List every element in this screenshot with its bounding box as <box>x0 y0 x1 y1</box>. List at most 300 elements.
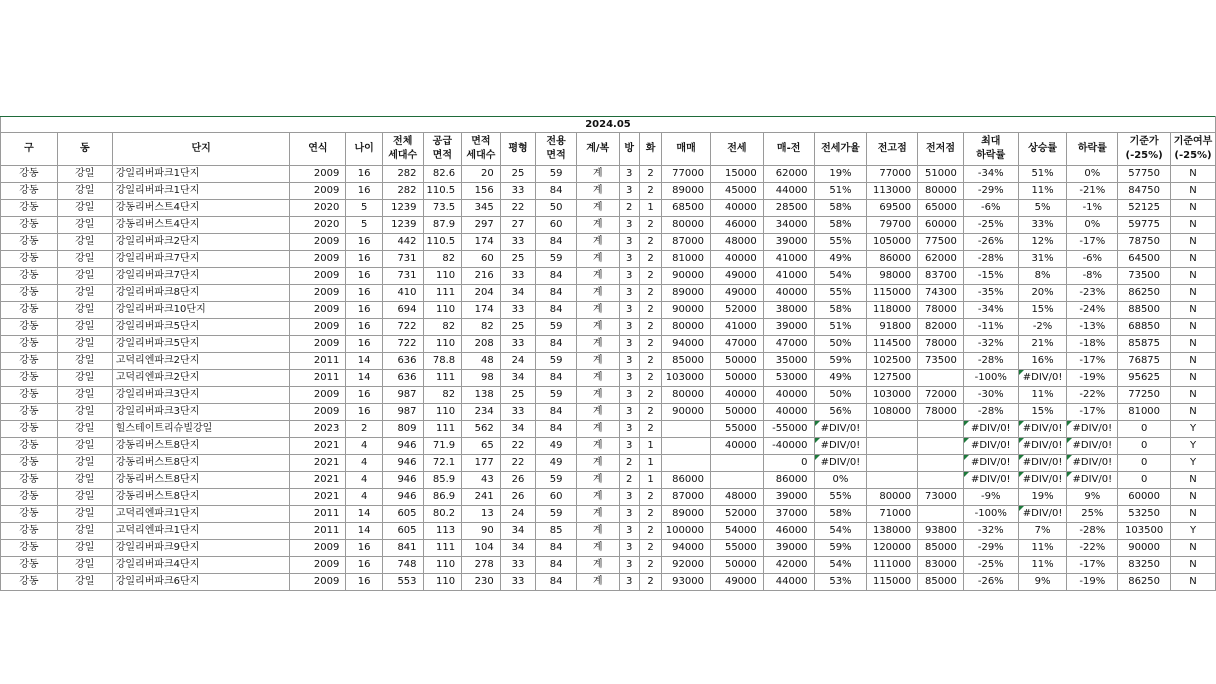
column-header[interactable]: 최대 하락률 <box>963 133 1018 166</box>
table-cell[interactable]: 80.2 <box>423 506 462 523</box>
table-cell[interactable]: 636 <box>382 370 423 387</box>
table-cell[interactable]: 174 <box>462 234 501 251</box>
table-cell[interactable]: 25 <box>500 319 536 336</box>
column-header[interactable]: 전고점 <box>867 133 918 166</box>
table-cell[interactable]: 3 <box>619 557 639 574</box>
table-cell[interactable]: N <box>1171 217 1216 234</box>
table-cell[interactable]: -25% <box>963 217 1018 234</box>
table-cell[interactable]: 98000 <box>867 268 918 285</box>
table-cell[interactable]: -26% <box>963 574 1018 591</box>
table-cell[interactable]: -30% <box>963 387 1018 404</box>
table-cell[interactable]: 40000 <box>710 200 763 217</box>
table-cell[interactable]: 3 <box>619 421 639 438</box>
table-cell[interactable]: 계 <box>576 370 619 387</box>
table-cell[interactable]: 2 <box>639 353 661 370</box>
table-cell[interactable]: -40000 <box>763 438 814 455</box>
table-cell[interactable]: 강동리버스트4단지 <box>112 217 290 234</box>
table-cell[interactable]: 강동 <box>1 234 58 251</box>
table-cell[interactable]: 84 <box>536 370 577 387</box>
table-cell[interactable]: 410 <box>382 285 423 302</box>
table-cell[interactable]: 282 <box>382 166 423 183</box>
table-cell[interactable]: 103500 <box>1118 523 1171 540</box>
table-cell[interactable]: 11% <box>1018 540 1067 557</box>
table-cell[interactable]: 강동 <box>1 251 58 268</box>
table-cell[interactable]: Y <box>1171 421 1216 438</box>
table-cell[interactable]: 41000 <box>710 319 763 336</box>
table-cell[interactable]: 8% <box>1018 268 1067 285</box>
table-cell[interactable]: 3 <box>619 387 639 404</box>
table-cell[interactable]: 33 <box>500 268 536 285</box>
table-cell[interactable]: 77000 <box>662 166 711 183</box>
table-cell[interactable]: 2 <box>639 574 661 591</box>
table-cell[interactable]: -18% <box>1067 336 1118 353</box>
column-header[interactable]: 공급 면적 <box>423 133 462 166</box>
table-cell[interactable]: 90000 <box>662 268 711 285</box>
table-cell[interactable]: 90000 <box>1118 540 1171 557</box>
table-cell[interactable]: 16% <box>1018 353 1067 370</box>
table-cell[interactable]: 90 <box>462 523 501 540</box>
table-cell[interactable]: 60 <box>536 217 577 234</box>
table-cell[interactable]: #DIV/0! <box>814 421 867 438</box>
table-cell[interactable]: 26 <box>500 489 536 506</box>
table-cell[interactable]: 62000 <box>763 166 814 183</box>
table-cell[interactable]: N <box>1171 404 1216 421</box>
table-cell[interactable]: N <box>1171 472 1216 489</box>
table-cell[interactable]: 2023 <box>290 421 346 438</box>
table-cell[interactable]: 계 <box>576 200 619 217</box>
table-cell[interactable]: 16 <box>346 251 383 268</box>
table-cell[interactable]: 19% <box>814 166 867 183</box>
table-cell[interactable]: 53% <box>814 574 867 591</box>
table-cell[interactable]: 946 <box>382 455 423 472</box>
column-header[interactable]: 나이 <box>346 133 383 166</box>
table-cell[interactable]: 49000 <box>710 268 763 285</box>
table-cell[interactable]: 102500 <box>867 353 918 370</box>
table-cell[interactable]: 59 <box>536 387 577 404</box>
table-cell[interactable]: 113000 <box>867 183 918 200</box>
table-cell[interactable]: 50 <box>536 200 577 217</box>
table-cell[interactable]: #DIV/0! <box>814 438 867 455</box>
table-cell[interactable]: 78.8 <box>423 353 462 370</box>
table-cell[interactable]: 85000 <box>918 540 964 557</box>
table-cell[interactable]: N <box>1171 200 1216 217</box>
table-cell[interactable]: 2 <box>639 302 661 319</box>
table-cell[interactable]: 40000 <box>763 387 814 404</box>
table-cell[interactable]: 138000 <box>867 523 918 540</box>
table-cell[interactable]: 72.1 <box>423 455 462 472</box>
column-header[interactable]: 단지 <box>112 133 290 166</box>
table-cell[interactable]: 110 <box>423 336 462 353</box>
table-cell[interactable]: 0 <box>763 455 814 472</box>
table-cell[interactable]: 90000 <box>662 404 711 421</box>
table-cell[interactable]: -19% <box>1067 370 1118 387</box>
table-cell[interactable]: 31% <box>1018 251 1067 268</box>
table-cell[interactable]: 34000 <box>763 217 814 234</box>
table-cell[interactable]: -23% <box>1067 285 1118 302</box>
table-cell[interactable]: #DIV/0! <box>1067 455 1118 472</box>
table-cell[interactable]: 2009 <box>290 285 346 302</box>
table-cell[interactable]: 73500 <box>1118 268 1171 285</box>
table-cell[interactable]: 56% <box>814 404 867 421</box>
table-cell[interactable]: 104 <box>462 540 501 557</box>
table-cell[interactable]: 60 <box>536 489 577 506</box>
table-cell[interactable]: 2009 <box>290 387 346 404</box>
table-cell[interactable]: 40000 <box>763 285 814 302</box>
table-cell[interactable]: 60000 <box>918 217 964 234</box>
table-cell[interactable]: 강일리버파크5단지 <box>112 336 290 353</box>
table-cell[interactable]: 강동 <box>1 557 58 574</box>
table-cell[interactable]: 2021 <box>290 438 346 455</box>
table-cell[interactable]: 3 <box>619 166 639 183</box>
table-cell[interactable]: #DIV/0! <box>1067 472 1118 489</box>
table-cell[interactable] <box>918 506 964 523</box>
table-cell[interactable] <box>662 421 711 438</box>
table-cell[interactable]: 강일 <box>57 183 112 200</box>
table-cell[interactable]: 2 <box>346 421 383 438</box>
table-cell[interactable] <box>867 455 918 472</box>
table-cell[interactable]: 강일리버파크8단지 <box>112 285 290 302</box>
table-cell[interactable]: 강동리버스트8단지 <box>112 472 290 489</box>
table-cell[interactable]: 16 <box>346 166 383 183</box>
table-cell[interactable]: 59 <box>536 353 577 370</box>
table-cell[interactable]: 3 <box>619 183 639 200</box>
table-cell[interactable]: -32% <box>963 336 1018 353</box>
table-cell[interactable]: 89000 <box>662 506 711 523</box>
table-cell[interactable] <box>867 438 918 455</box>
column-header[interactable]: 구 <box>1 133 58 166</box>
table-cell[interactable]: 54% <box>814 523 867 540</box>
table-cell[interactable]: N <box>1171 302 1216 319</box>
table-cell[interactable]: 2009 <box>290 183 346 200</box>
table-cell[interactable]: -28% <box>963 251 1018 268</box>
table-cell[interactable]: 강일 <box>57 455 112 472</box>
table-cell[interactable]: 강동 <box>1 404 58 421</box>
table-cell[interactable]: 82 <box>423 251 462 268</box>
table-cell[interactable]: -1% <box>1067 200 1118 217</box>
table-cell[interactable]: 강동 <box>1 523 58 540</box>
table-cell[interactable]: 84 <box>536 336 577 353</box>
table-cell[interactable]: 강일리버파크1단지 <box>112 183 290 200</box>
table-cell[interactable]: 33 <box>500 336 536 353</box>
table-cell[interactable]: 고덕리엔파크1단지 <box>112 506 290 523</box>
table-cell[interactable]: 208 <box>462 336 501 353</box>
table-cell[interactable]: 44000 <box>763 183 814 200</box>
table-cell[interactable]: 91800 <box>867 319 918 336</box>
table-cell[interactable]: 59 <box>536 166 577 183</box>
table-cell[interactable]: 21% <box>1018 336 1067 353</box>
table-cell[interactable]: -17% <box>1067 557 1118 574</box>
table-cell[interactable]: 3 <box>619 353 639 370</box>
table-cell[interactable]: 2 <box>619 200 639 217</box>
table-cell[interactable]: 16 <box>346 540 383 557</box>
table-cell[interactable]: 54% <box>814 557 867 574</box>
table-cell[interactable]: 50000 <box>710 370 763 387</box>
table-cell[interactable]: 49 <box>536 438 577 455</box>
table-cell[interactable]: 강일 <box>57 472 112 489</box>
table-cell[interactable]: 9% <box>1018 574 1067 591</box>
table-cell[interactable]: 계 <box>576 319 619 336</box>
table-cell[interactable]: -25% <box>963 557 1018 574</box>
table-cell[interactable]: 65 <box>462 438 501 455</box>
table-cell[interactable]: 120000 <box>867 540 918 557</box>
table-cell[interactable]: 84750 <box>1118 183 1171 200</box>
table-cell[interactable]: 강동 <box>1 200 58 217</box>
table-cell[interactable]: #DIV/0! <box>1018 472 1067 489</box>
column-header[interactable]: 화 <box>639 133 661 166</box>
table-cell[interactable] <box>662 438 711 455</box>
table-cell[interactable]: 강동 <box>1 455 58 472</box>
table-cell[interactable]: 강일 <box>57 387 112 404</box>
table-cell[interactable]: 28500 <box>763 200 814 217</box>
table-cell[interactable]: 111 <box>423 285 462 302</box>
table-cell[interactable]: 강일리버파크7단지 <box>112 251 290 268</box>
table-cell[interactable]: 41000 <box>763 268 814 285</box>
table-cell[interactable]: 2020 <box>290 217 346 234</box>
table-cell[interactable]: 3 <box>619 336 639 353</box>
table-cell[interactable]: 계 <box>576 336 619 353</box>
table-cell[interactable]: 39000 <box>763 489 814 506</box>
column-header[interactable]: 평형 <box>500 133 536 166</box>
table-cell[interactable]: 80000 <box>918 183 964 200</box>
table-cell[interactable]: 1239 <box>382 217 423 234</box>
table-cell[interactable]: 33 <box>500 404 536 421</box>
column-header[interactable]: 방 <box>619 133 639 166</box>
table-cell[interactable]: 강일리버파크9단지 <box>112 540 290 557</box>
table-cell[interactable]: 174 <box>462 302 501 319</box>
table-cell[interactable]: 34 <box>500 421 536 438</box>
table-cell[interactable]: 20 <box>462 166 501 183</box>
table-cell[interactable]: 59 <box>536 506 577 523</box>
table-cell[interactable]: 40000 <box>763 404 814 421</box>
table-cell[interactable]: 58% <box>814 200 867 217</box>
table-cell[interactable]: 11% <box>1018 183 1067 200</box>
table-cell[interactable]: 34 <box>500 285 536 302</box>
table-cell[interactable]: N <box>1171 574 1216 591</box>
table-cell[interactable]: 82 <box>423 387 462 404</box>
table-cell[interactable]: -13% <box>1067 319 1118 336</box>
table-cell[interactable]: 110 <box>423 268 462 285</box>
table-cell[interactable]: 14 <box>346 506 383 523</box>
table-cell[interactable]: N <box>1171 166 1216 183</box>
table-cell[interactable]: 54% <box>814 268 867 285</box>
table-cell[interactable]: 84 <box>536 404 577 421</box>
table-cell[interactable]: 33 <box>500 183 536 200</box>
period-label[interactable]: 2024.05 <box>1 117 1216 133</box>
table-cell[interactable]: 3 <box>619 234 639 251</box>
table-cell[interactable]: 39000 <box>763 234 814 251</box>
table-cell[interactable]: -28% <box>963 353 1018 370</box>
table-cell[interactable]: 2009 <box>290 166 346 183</box>
table-cell[interactable]: 34 <box>500 540 536 557</box>
table-cell[interactable]: 16 <box>346 183 383 200</box>
table-cell[interactable] <box>918 438 964 455</box>
table-cell[interactable]: 강동 <box>1 217 58 234</box>
table-cell[interactable]: 2 <box>639 404 661 421</box>
table-cell[interactable]: -28% <box>963 404 1018 421</box>
table-cell[interactable]: 2 <box>639 540 661 557</box>
table-cell[interactable]: 51% <box>814 319 867 336</box>
table-cell[interactable]: 25 <box>500 251 536 268</box>
column-header[interactable]: 매매 <box>662 133 711 166</box>
table-cell[interactable]: 16 <box>346 319 383 336</box>
table-cell[interactable] <box>918 421 964 438</box>
table-cell[interactable]: 110 <box>423 557 462 574</box>
table-cell[interactable]: 605 <box>382 506 423 523</box>
table-cell[interactable]: 계 <box>576 489 619 506</box>
table-cell[interactable]: 강일리버파크5단지 <box>112 319 290 336</box>
table-cell[interactable]: -35% <box>963 285 1018 302</box>
table-cell[interactable]: 93800 <box>918 523 964 540</box>
table-cell[interactable]: 0 <box>1118 455 1171 472</box>
table-cell[interactable]: 2009 <box>290 404 346 421</box>
table-cell[interactable]: 계 <box>576 285 619 302</box>
table-cell[interactable]: 84 <box>536 540 577 557</box>
table-cell[interactable]: 33 <box>500 557 536 574</box>
table-cell[interactable]: 84 <box>536 574 577 591</box>
table-cell[interactable]: -6% <box>1067 251 1118 268</box>
table-cell[interactable]: 15000 <box>710 166 763 183</box>
table-cell[interactable]: 2009 <box>290 319 346 336</box>
table-cell[interactable]: 강동 <box>1 166 58 183</box>
table-cell[interactable]: 49% <box>814 370 867 387</box>
table-cell[interactable]: -9% <box>963 489 1018 506</box>
table-cell[interactable]: 82 <box>462 319 501 336</box>
table-cell[interactable]: -29% <box>963 540 1018 557</box>
table-cell[interactable]: 76875 <box>1118 353 1171 370</box>
table-cell[interactable]: 계 <box>576 540 619 557</box>
table-cell[interactable]: 33 <box>500 234 536 251</box>
table-cell[interactable]: 16 <box>346 387 383 404</box>
table-cell[interactable]: 110 <box>423 574 462 591</box>
table-cell[interactable]: 58% <box>814 506 867 523</box>
table-cell[interactable]: #DIV/0! <box>1018 438 1067 455</box>
table-cell[interactable]: #DIV/0! <box>1018 506 1067 523</box>
table-cell[interactable]: N <box>1171 319 1216 336</box>
table-cell[interactable]: 84 <box>536 302 577 319</box>
table-cell[interactable]: 84 <box>536 421 577 438</box>
table-cell[interactable]: 50000 <box>710 353 763 370</box>
table-cell[interactable]: 3 <box>619 489 639 506</box>
table-cell[interactable]: 강동리버스트8단지 <box>112 455 290 472</box>
table-cell[interactable]: 84 <box>536 285 577 302</box>
table-cell[interactable]: 111000 <box>867 557 918 574</box>
table-cell[interactable]: 605 <box>382 523 423 540</box>
table-cell[interactable]: 86000 <box>763 472 814 489</box>
table-cell[interactable]: 계 <box>576 183 619 200</box>
table-cell[interactable]: 강일 <box>57 489 112 506</box>
table-cell[interactable]: 9% <box>1067 489 1118 506</box>
table-cell[interactable] <box>867 421 918 438</box>
table-cell[interactable]: 47000 <box>763 336 814 353</box>
table-cell[interactable]: 55% <box>814 234 867 251</box>
table-cell[interactable]: 50% <box>814 387 867 404</box>
table-cell[interactable]: 156 <box>462 183 501 200</box>
table-cell[interactable]: 64500 <box>1118 251 1171 268</box>
table-cell[interactable]: N <box>1171 370 1216 387</box>
table-cell[interactable]: #DIV/0! <box>1018 455 1067 472</box>
table-cell[interactable]: -100% <box>963 370 1018 387</box>
column-header[interactable]: 하락률 <box>1067 133 1118 166</box>
table-cell[interactable]: 5 <box>346 200 383 217</box>
table-cell[interactable]: 계 <box>576 523 619 540</box>
table-cell[interactable]: -22% <box>1067 540 1118 557</box>
table-cell[interactable]: 2009 <box>290 336 346 353</box>
table-cell[interactable]: 강일리버파크10단지 <box>112 302 290 319</box>
table-cell[interactable]: 13 <box>462 506 501 523</box>
table-cell[interactable]: 62000 <box>918 251 964 268</box>
table-cell[interactable]: 987 <box>382 404 423 421</box>
table-cell[interactable]: 40000 <box>710 387 763 404</box>
table-cell[interactable]: 1 <box>639 455 661 472</box>
table-cell[interactable]: 3 <box>619 319 639 336</box>
table-cell[interactable]: 38000 <box>763 302 814 319</box>
table-cell[interactable]: 강일 <box>57 200 112 217</box>
table-cell[interactable]: 계 <box>576 421 619 438</box>
table-cell[interactable]: 68500 <box>662 200 711 217</box>
table-cell[interactable]: -32% <box>963 523 1018 540</box>
table-cell[interactable]: 2011 <box>290 506 346 523</box>
table-cell[interactable]: 87.9 <box>423 217 462 234</box>
table-cell[interactable]: 946 <box>382 489 423 506</box>
table-cell[interactable]: 731 <box>382 251 423 268</box>
table-cell[interactable]: 2 <box>639 370 661 387</box>
table-cell[interactable]: #DIV/0! <box>814 455 867 472</box>
table-cell[interactable]: 3 <box>619 302 639 319</box>
table-cell[interactable]: 힐스테이트리슈빌강일 <box>112 421 290 438</box>
table-cell[interactable]: 84 <box>536 557 577 574</box>
table-cell[interactable]: 278 <box>462 557 501 574</box>
table-cell[interactable]: 55% <box>814 285 867 302</box>
table-cell[interactable]: 110 <box>423 404 462 421</box>
table-cell[interactable]: -34% <box>963 166 1018 183</box>
table-cell[interactable]: 636 <box>382 353 423 370</box>
column-header[interactable]: 매-전 <box>763 133 814 166</box>
table-cell[interactable]: 강일 <box>57 251 112 268</box>
table-cell[interactable]: N <box>1171 183 1216 200</box>
table-cell[interactable]: 52000 <box>710 506 763 523</box>
table-cell[interactable]: 73500 <box>918 353 964 370</box>
table-cell[interactable]: 강일 <box>57 540 112 557</box>
table-cell[interactable]: 강동 <box>1 336 58 353</box>
table-cell[interactable]: 15% <box>1018 302 1067 319</box>
table-cell[interactable]: #DIV/0! <box>1018 370 1067 387</box>
table-cell[interactable]: 77500 <box>918 234 964 251</box>
table-cell[interactable]: 22 <box>500 438 536 455</box>
table-cell[interactable]: 1 <box>639 472 661 489</box>
table-cell[interactable]: -21% <box>1067 183 1118 200</box>
table-cell[interactable]: -26% <box>963 234 1018 251</box>
table-cell[interactable]: 2021 <box>290 472 346 489</box>
table-cell[interactable]: 강일리버파크4단지 <box>112 557 290 574</box>
table-cell[interactable]: 84 <box>536 183 577 200</box>
table-cell[interactable]: 강동 <box>1 506 58 523</box>
table-cell[interactable]: N <box>1171 234 1216 251</box>
table-cell[interactable] <box>710 472 763 489</box>
table-cell[interactable]: 82000 <box>918 319 964 336</box>
table-cell[interactable]: 4 <box>346 489 383 506</box>
table-cell[interactable]: 4 <box>346 438 383 455</box>
table-cell[interactable]: 45000 <box>710 183 763 200</box>
table-cell[interactable]: 48 <box>462 353 501 370</box>
table-cell[interactable]: 94000 <box>662 336 711 353</box>
table-cell[interactable]: 114500 <box>867 336 918 353</box>
table-cell[interactable]: 841 <box>382 540 423 557</box>
table-cell[interactable]: 2 <box>639 421 661 438</box>
table-cell[interactable]: 73.5 <box>423 200 462 217</box>
table-cell[interactable]: #DIV/0! <box>1067 438 1118 455</box>
table-cell[interactable]: 113 <box>423 523 462 540</box>
table-cell[interactable]: 계 <box>576 438 619 455</box>
